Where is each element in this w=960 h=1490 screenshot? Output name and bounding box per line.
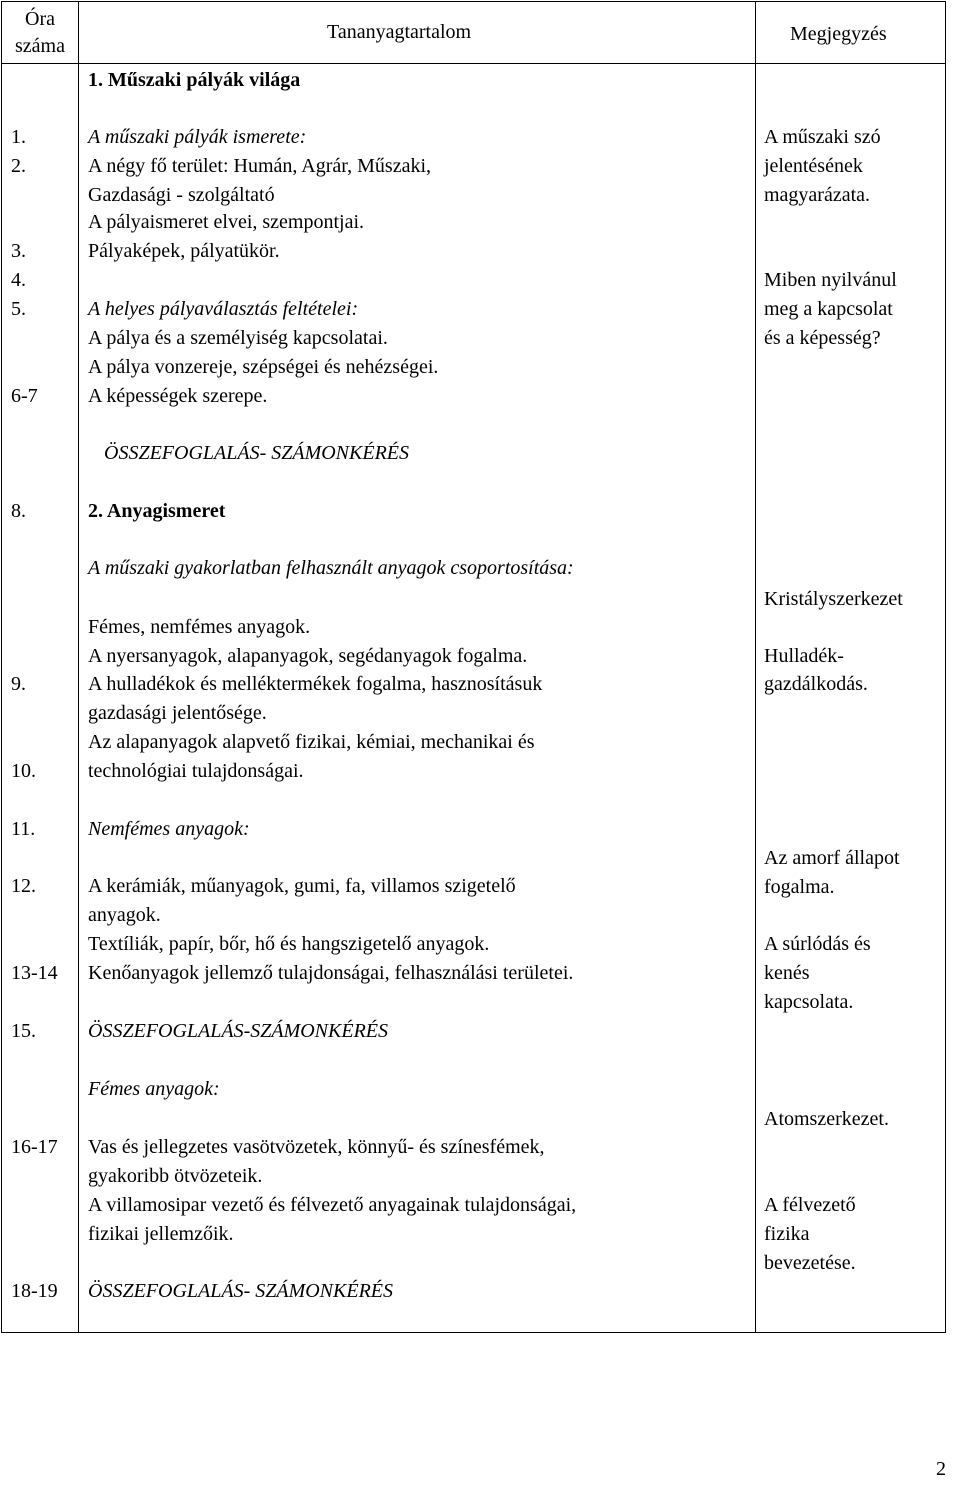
summary-line: ÖSSZEFOGLALÁS- SZÁMONKÉRÉS — [104, 442, 409, 464]
content-line: A képességek szerepe. — [88, 385, 268, 407]
note-line: fizika — [764, 1223, 810, 1245]
content-line: A kerámiák, műanyagok, gumi, fa, villamos szigetelő — [88, 875, 516, 897]
note-line: Hulladék- — [764, 645, 844, 667]
lesson-number: 15. — [11, 1020, 36, 1042]
lesson-number: 5. — [11, 298, 26, 320]
note-line: fogalma. — [764, 876, 835, 898]
note-line: Miben nyilvánul — [764, 269, 897, 291]
header-divider — [2, 63, 945, 64]
note-line: Kristályszerkezet — [764, 588, 903, 610]
content-line: Vas és jellegzetes vasötvözetek, könnyű- és színesfémek, — [88, 1136, 545, 1158]
lesson-number: 16-17 — [11, 1136, 58, 1158]
column-divider-2 — [755, 2, 756, 1332]
note-line: és a képesség? — [764, 327, 881, 349]
content-heading: Fémes anyagok: — [88, 1078, 220, 1100]
lesson-number: 3. — [11, 240, 26, 262]
content-line: Pályaképek, pályatükör. — [88, 240, 280, 262]
lesson-number: 12. — [11, 875, 36, 897]
note-line: kapcsolata. — [764, 991, 854, 1013]
content-heading: A helyes pályaválasztás feltételei: — [88, 298, 359, 320]
summary-line: ÖSSZEFOGLALÁS- SZÁMONKÉRÉS — [88, 1280, 393, 1302]
content-line: gazdasági jelentősége. — [88, 702, 267, 724]
note-line: A súrlódás és — [764, 933, 871, 955]
curriculum-table — [1, 1, 946, 1333]
note-line: jelentésének — [764, 155, 863, 177]
note-line: kenés — [764, 962, 810, 984]
lesson-number: 4. — [11, 269, 26, 291]
lesson-number: 11. — [11, 818, 36, 840]
content-line: fizikai jellemzőik. — [88, 1223, 234, 1245]
content-line: anyagok. — [88, 904, 161, 926]
content-line: A pálya vonzereje, szépségei és nehézségei. — [88, 356, 439, 378]
content-line: Textíliák, papír, bőr, hő és hangszigetelő anyagok. — [88, 933, 490, 955]
header-ora-line1: Óra — [25, 8, 55, 30]
lesson-number: 13-14 — [11, 962, 58, 984]
section-title-1: 1. Műszaki pályák világa — [88, 69, 301, 91]
content-line: A villamosipar vezető és félvezető anyagainak tulajdonságai, — [88, 1194, 577, 1216]
lesson-number: 1. — [11, 126, 26, 148]
column-divider-1 — [78, 2, 79, 1332]
lesson-number: 2. — [11, 155, 26, 177]
content-heading: A műszaki pályák ismerete: — [88, 126, 307, 148]
lesson-number: 18-19 — [11, 1280, 58, 1302]
content-line: A hulladékok és melléktermékek fogalma, hasznosításuk — [88, 673, 543, 695]
lesson-number: 6-7 — [11, 385, 38, 407]
section-title-2: 2. Anyagismeret — [88, 500, 226, 522]
content-line: technológiai tulajdonságai. — [88, 760, 304, 782]
lesson-number: 10. — [11, 760, 36, 782]
note-line: A műszaki szó — [764, 126, 881, 148]
content-line: Fémes, nemfémes anyagok. — [88, 616, 311, 638]
note-line: A félvezető — [764, 1194, 856, 1216]
content-line: A pályaismeret elvei, szempontjai. — [88, 211, 365, 233]
content-line: gyakoribb ötvözeteik. — [88, 1165, 263, 1187]
note-line: bevezetése. — [764, 1252, 856, 1274]
content-heading: Nemfémes anyagok: — [88, 818, 250, 840]
content-line: A négy fő terület: Humán, Agrár, Műszaki, — [88, 155, 432, 177]
page-number: 2 — [936, 1458, 946, 1480]
summary-line: ÖSSZEFOGLALÁS-SZÁMONKÉRÉS — [88, 1020, 388, 1042]
note-line: Atomszerkezet. — [764, 1108, 889, 1130]
lesson-number: 9. — [11, 673, 26, 695]
content-line: Gazdasági - szolgáltató — [88, 184, 275, 206]
content-line: A pálya és a személyiség kapcsolatai. — [88, 327, 388, 349]
content-line: Kenőanyagok jellemző tulajdonságai, felhasználási területei. — [88, 962, 574, 984]
note-line: meg a kapcsolat — [764, 298, 893, 320]
content-line: A nyersanyagok, alapanyagok, segédanyagok fogalma. — [88, 645, 528, 667]
header-note: Megjegyzés — [790, 23, 887, 45]
note-line: magyarázata. — [764, 184, 871, 206]
header-ora-line2: száma — [15, 35, 65, 57]
content-line: Az alapanyagok alapvető fizikai, kémiai, mechanikai és — [88, 731, 535, 753]
note-line: gazdálkodás. — [764, 673, 868, 695]
note-line: Az amorf állapot — [764, 847, 900, 869]
lesson-number: 8. — [11, 500, 26, 522]
header-content: Tananyagtartalom — [327, 21, 472, 43]
content-heading: A műszaki gyakorlatban felhasznált anyagok csoportosítása: — [88, 557, 574, 579]
